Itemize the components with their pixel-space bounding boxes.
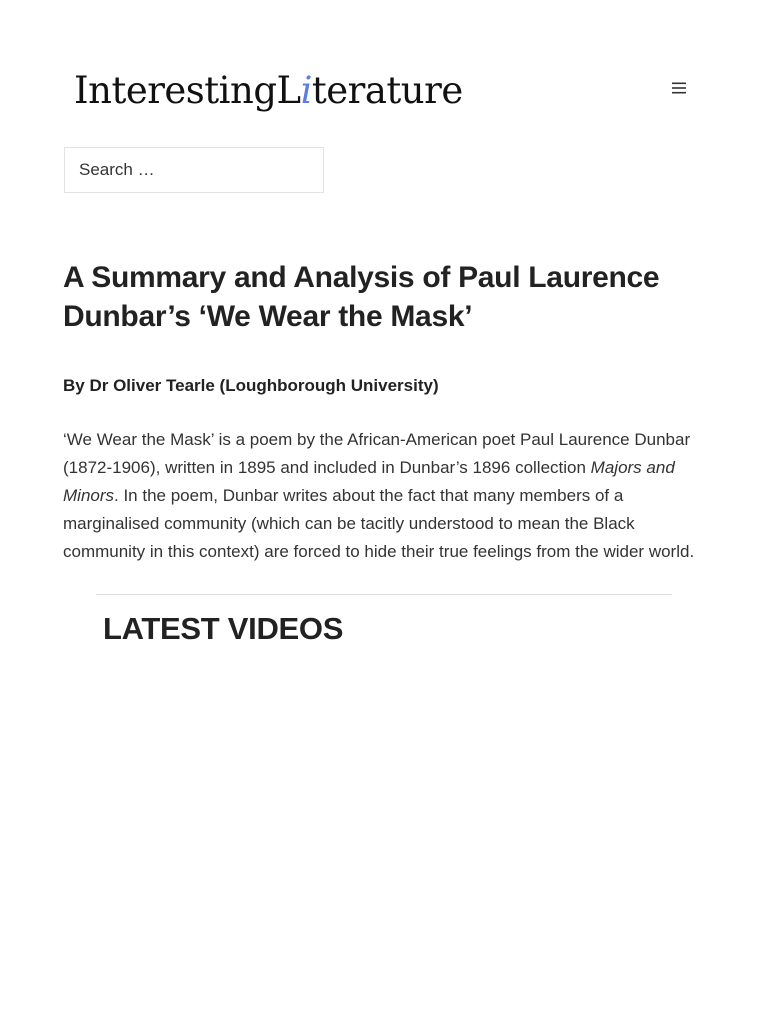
- logo-text-interesting: Interesting: [74, 69, 277, 112]
- article-title: A Summary and Analysis of Paul Laurence Dunbar’s ‘We Wear the Mask’: [63, 261, 660, 333]
- search-box: [64, 147, 324, 193]
- menu-button[interactable]: [666, 76, 692, 100]
- article-intro: [63, 426, 708, 566]
- logo-text-terature: terature: [311, 69, 463, 112]
- logo-text-accent-i: i: [300, 69, 312, 112]
- article: [63, 258, 708, 561]
- section-divider: [96, 594, 672, 595]
- latest-videos-heading: LATEST VIDEOS: [103, 611, 344, 646]
- site-header: [0, 0, 768, 130]
- article-byline: By Dr Oliver Tearle (Loughborough University): [63, 376, 439, 395]
- site-logo[interactable]: [74, 66, 463, 116]
- hamburger-menu-icon: [672, 82, 686, 94]
- intro-text-2: . In the poem, Dunbar writes about the fact that many members of a marginalised community (which can be tacitly understood to mean the Black community in this context) are forced to hide their true feelings from the wider world.: [63, 486, 695, 561]
- intro-text-1: ‘We Wear the Mask’ is a poem by the African-American poet Paul Laurence Dunbar (1872-1906), written in 1895 and included in Dunbar’s 1896 collection: [63, 430, 691, 477]
- search-input[interactable]: [65, 148, 323, 192]
- intro-book-title: Majors and Minors: [63, 458, 675, 505]
- logo-text-l: L: [276, 69, 301, 112]
